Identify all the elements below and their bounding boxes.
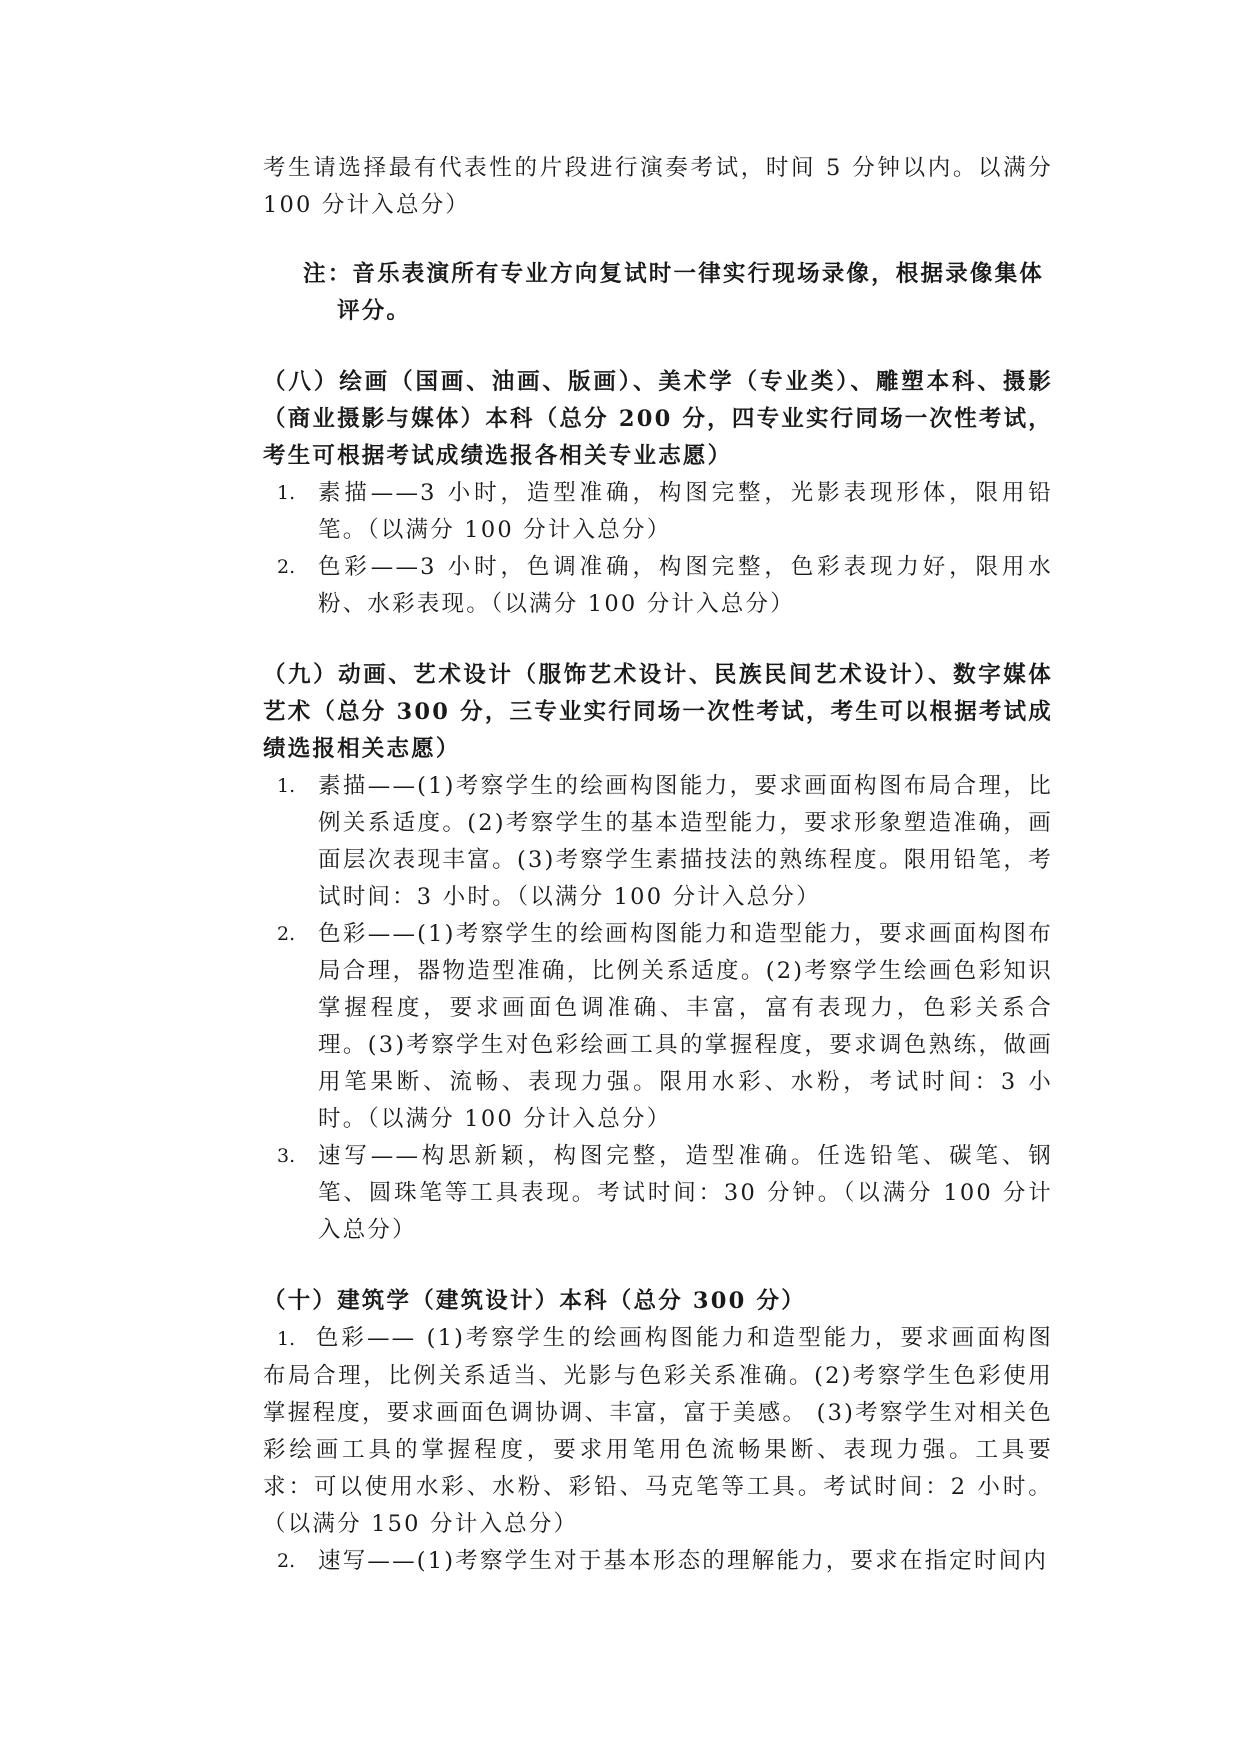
list-number: 2.: [277, 556, 296, 578]
list-item-text: 速写——构思新颖，构图完整，造型准确。任选铅笔、碳笔、钢笔、圆珠笔等工具表现。考试时间：30 分钟。（以满分 100 分计入总分）: [318, 1143, 1053, 1243]
list-number: 1.: [277, 482, 296, 504]
list-item-text: 素描——3 小时，造型准确，构图完整，光影表现形体，限用铅笔。（以满分 100 分计入总分）: [318, 480, 1053, 543]
section-9-item-2: [263, 916, 1053, 1138]
list-item-text: 色彩——(1)考察学生的绘画构图能力和造型能力，要求画面构图布局合理，器物造型准确，比例关系适度。(2)考察学生绘画色彩知识掌握程度，要求画面色调准确、丰富，富有表现力，色彩关系合理。(3)考察学生对色彩绘画工具的掌握程度，要求调色熟练，做画用笔果断、流畅、表现力强。限用水彩、水粉，考试时间：3 小时。（以满分 100 分计入总分）: [318, 921, 1053, 1132]
list-number: 3.: [277, 1145, 296, 1167]
document-page: [263, 150, 1053, 1580]
section-9-item-1: [263, 768, 1053, 916]
list-item-text: 素描——(1)考察学生的绘画构图能力，要求画面构图布局合理，比例关系适度。(2)考察学生的基本造型能力，要求形象塑造准确，画面层次表现丰富。(3)考察学生素描技法的熟练程度。限用铅笔，考试时间：3 小时。（以满分 100 分计入总分）: [318, 773, 1053, 910]
section-8-item-2: [263, 549, 1053, 623]
section-10-item-2: [263, 1543, 1053, 1580]
list-number: 1.: [277, 775, 296, 797]
section-8-title: （八）绘画（国画、油画、版画）、美术学（专业类）、雕塑本科、摄影（商业摄影与媒体）本科（总分 200 分，四专业实行同场一次性考试，考生可根据考试成绩选报各相关专业志愿）: [263, 369, 1053, 469]
list-number: 2.: [277, 923, 296, 945]
continued-paragraph: 考生请选择最有代表性的片段进行演奏考试，时间 5 分钟以内。以满分 100 分计入总分）: [263, 155, 1053, 218]
note-paragraph: [263, 256, 1053, 330]
section-9-item-3: [263, 1138, 1053, 1249]
list-item-text: 色彩——3 小时，色调准确，构图完整，色彩表现力好，限用水粉、水彩表现。（以满分 100 分计入总分）: [318, 554, 1053, 617]
section-9-title: （九）动画、艺术设计（服饰艺术设计、民族民间艺术设计）、数字媒体艺术（总分 300 分，三专业实行同场一次性考试，考生可以根据考试成绩选报相关志愿）: [263, 662, 1053, 762]
list-item-text: 速写——(1)考察学生对于基本形态的理解能力，要求在指定时间内: [318, 1548, 1049, 1574]
note-text: 注：音乐表演所有专业方向复试时一律实行现场录像，根据录像集体评分。: [303, 261, 1045, 324]
section-10-title: （十）建筑学（建筑设计）本科（总分 300 分）: [263, 1288, 806, 1314]
section-10-item-1: [263, 1320, 1053, 1543]
list-number: 2.: [277, 1550, 296, 1572]
list-number: 1.: [277, 1328, 296, 1350]
section-8-item-1: [263, 475, 1053, 549]
list-item-text: 色彩—— (1)考察学生的绘画构图能力和造型能力，要求画面构图布局合理，比例关系适当、光影与色彩关系准确。(2)考察学生色彩使用掌握程度，要求画面色调协调、丰富，富于美感。 (3)考察学生对相关色彩绘画工具的掌握程度，要求用笔用色流畅果断、表现力强。工具要求：可以使用水彩、水粉、彩铅、马克笔等工具。考试时间：2 小时。（以满分 150 分计入总分）: [263, 1325, 1053, 1537]
